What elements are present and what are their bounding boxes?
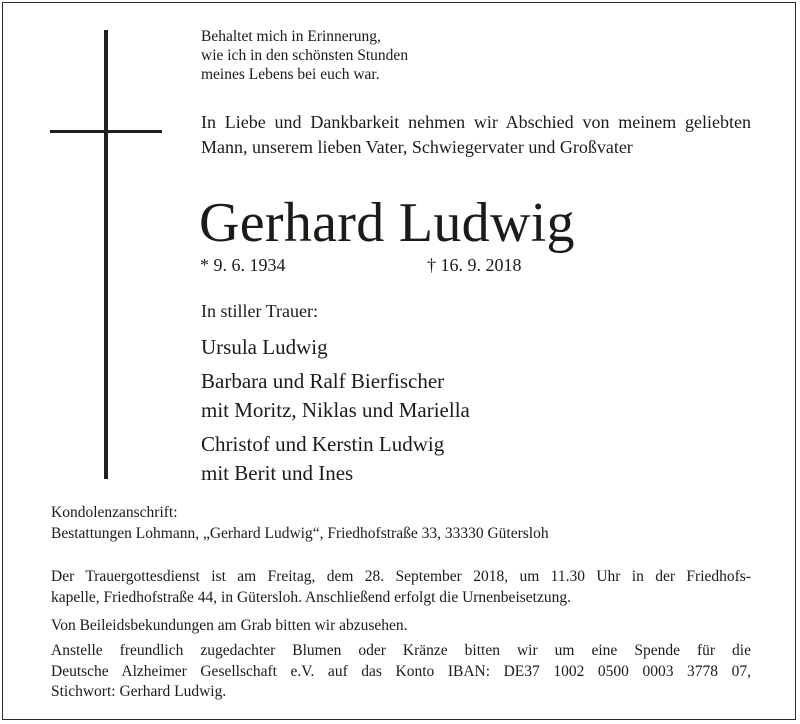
funeral-line: kapelle, Friedhofstraße 44, in Gütersloh. Anschließend erfolgt die Urnenbeisetzung. — [51, 588, 571, 606]
donation-request — [51, 641, 751, 703]
condolence-label: Kondolenzanschrift: — [51, 504, 178, 521]
mourning-label: In stiller Trauer: — [201, 301, 318, 321]
motto-verse — [201, 27, 408, 84]
mourner-entry — [201, 333, 470, 362]
condolence-address — [51, 503, 549, 544]
birth-date: * 9. 6. 1934 — [200, 255, 286, 275]
mourner-line: mit Berit und Ines — [201, 461, 354, 485]
grave-condolence-note: Von Beileidsbekundungen am Grab bitten wir abzusehen. — [51, 617, 408, 634]
condolence-address-text: Bestattungen Lohmann, „Gerhard Ludwig“, Friedhofstraße 33, 33330 Gütersloh — [51, 524, 549, 542]
donation-line: Stichwort: Gerhard Ludwig. — [51, 683, 227, 700]
mourner-line: Ursula Ludwig — [201, 335, 328, 359]
funeral-service-info — [51, 567, 751, 608]
funeral-line: Der Trauergottesdienst ist am Freitag, dem 28. September 2018, um 11.30 Uhr in der Friedhofs- — [51, 568, 751, 585]
motto-line: meines Lebens bei euch war. — [201, 66, 380, 83]
motto-line: Behaltet mich in Erinnerung, — [201, 28, 381, 45]
motto-line: wie ich in den schönsten Stunden — [201, 47, 409, 64]
deceased-name: Gerhard Ludwig — [199, 192, 575, 254]
farewell-text: In Liebe und Dankbarkeit nehmen wir Abschied von meinem geliebten Mann, unserem lieben Vater, Schwiegervater und Großvater — [201, 112, 751, 157]
mourner-line: Christof und Kerstin Ludwig — [201, 432, 445, 456]
cross-horizontal-bar — [50, 130, 162, 133]
mourner-entry — [201, 367, 470, 425]
death-date: † 16. 9. 2018 — [427, 255, 522, 275]
mourner-line: mit Moritz, Niklas und Mariella — [201, 398, 470, 422]
mourners-list — [201, 333, 470, 493]
cross-vertical-bar — [104, 30, 108, 479]
donation-line: Anstelle freundlich zugedachter Blumen oder Kränze bitten wir um eine Spende für die — [51, 642, 751, 659]
mourner-entry — [201, 430, 470, 488]
mourner-line: Barbara und Ralf Bierfischer — [201, 369, 445, 393]
donation-line: Deutsche Alzheimer Gesellschaft e.V. auf das Konto IBAN: DE37 1002 0500 0003 3778 07, — [51, 662, 751, 680]
